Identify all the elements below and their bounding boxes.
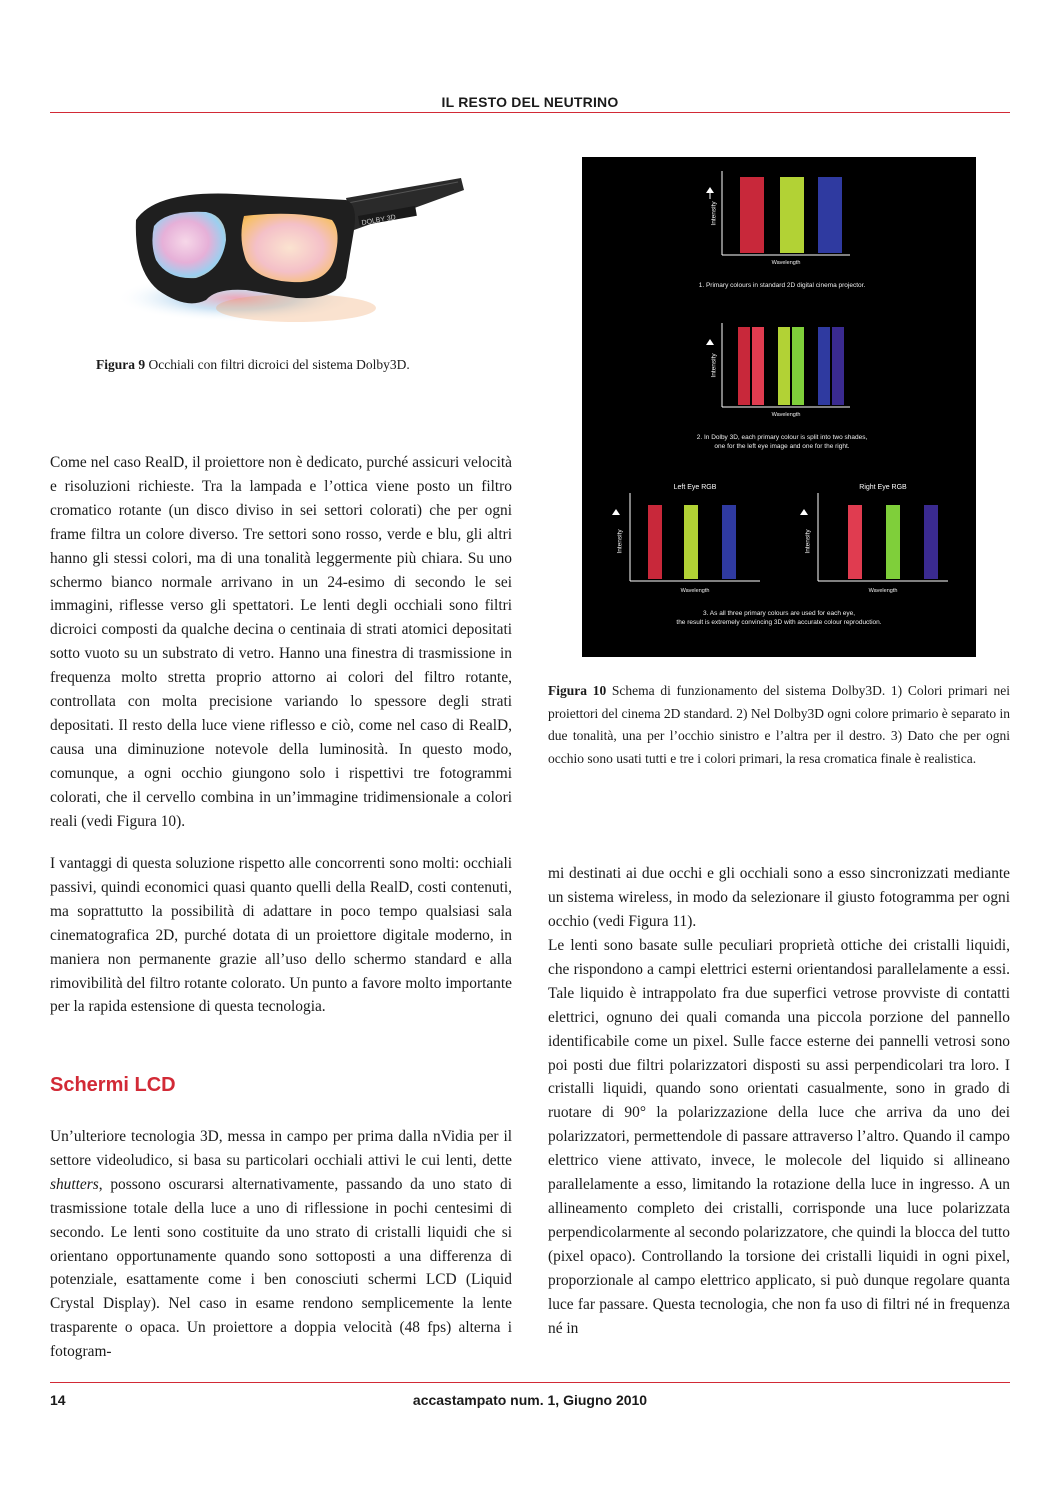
figure10-caption <box>548 680 1010 770</box>
panel3-right-title: Right Eye RGB <box>859 484 907 491</box>
dolby3d-schema-figure <box>582 157 976 657</box>
panel1-note: 1. Primary colours in standard 2D digital cinema projector. <box>698 282 866 289</box>
figure9-caption-text: Occhiali con filtri dicroici del sistema Dolby3D. <box>145 357 410 372</box>
paragraph: Le lenti sono basate sulle peculiari proprietà ottiche dei cristalli liquidi, che rispondono a campi elettrici esterni orientandosi parallelamente a essi. Tale liquido è intrappolato fra due superfici vetrose provviste di contatti elettrici, ognuno dei quali comanda una piccola porzione del pannello identificabile come un pixel. Sulle facce esterne dei pannelli vetrosi sono poi posti due filtri polarizzatori disposti su assi perpendicolari tra loro. I cristalli liquidi, quando sono orientati casualmente, sono in grado di ruotare di 90° la polarizzazione della luce che arriva da uno dei polarizzatori, permettendole di passare attraverso l’altro. Quando il campo elettrico viene attivato, invece, le molecole del liquido si allineano parallelamente a esso, limitando la rotazione della luce in ingresso. A un allineamento completo dei cristalli, corrisponde una luce polarizzata perpendicolarmente al secondo polarizzatore, che quindi la blocca del tutto (pixel opaco). Controllando la torsione dei cristalli liquidi in ogni pixel, proporzionale al campo elettrico applicato, si può dunque regolare quanta luce far passare. Questa tecnologia, che non fa uso di filtri né in frequenza né in <box>548 937 1010 1337</box>
body-paragraph-shutters <box>50 1125 512 1364</box>
page-number: 14 <box>50 1392 66 1408</box>
panel2-y-label: Intensity <box>710 353 718 378</box>
body-paragraph-liquid-crystals <box>548 934 1010 1340</box>
dolby-logo-text: DOLBY 3D <box>361 214 397 227</box>
paragraph <box>50 1125 512 1364</box>
paragraph-text: , possono oscurarsi alternativamente, passando da uno stato di trasmissione totale della luce a uno di riflessione in pochi centesimi di secondo. Le lenti sono costituite da uno strato di cristalli liquidi che si orientano opportunamente quando sono sottoposti a una differenza di potenziale, esattamente come i ben conosciuti schermi LCD (Liquid Crystal Display). Nel caso in esame rendono semplicemente la lente trasparente o opaca. Un proiettore a doppia velocità (48 fps) alterna i fotogram- <box>50 1175 512 1361</box>
header-rule <box>50 112 1010 113</box>
body-paragraph-sync <box>548 862 1010 934</box>
panel2-x-label: Wavelength <box>771 412 801 418</box>
panel3-left-x-label: Wavelength <box>680 588 710 594</box>
figure10-caption-text: Schema di funzionamento del sistema Dolby3D. 1) Colori primari nei proiettori del cinema 2D standard. 2) Nel Dolby3D ogni colore primario è separato in due tonalità, una per l’occhio sinistro e l’altra per il destro. 3) Dato che per ogni occhio sono usati tutti e tre i colori primari, la resa cromatica finale è realistica. <box>548 683 1011 766</box>
panel2-note-line2: one for the left eye image and one for the right. <box>714 443 850 450</box>
paragraph: Come nel caso RealD, il proiettore non è dedicato, purché assicuri velocità e risoluzioni richieste. Tra la lampada e l’ottica viene posto un filtro cromatico rotante (un disco diviso in sei settori colorati) che per ogni frame filtra un colore diverso. Tre settori sono rosso, verde e blu, gli altri hanno gli stessi colori, ma di una tonalità leggermente più chiara. Su uno schermo bianco normale arrivano in un 24-esimo di secondo le sei immagini, riflesse verso gli spettatori. Le lenti degli occhiali sono filtri dicroici composti da qualche decina o centinaia di strati atomici depositati sotto vuoto su un substrato di vetro. Hanno una finestra di trasmissione in frequenza molto stretta proprio attorno ai colori del filtro rotante, controllata con molta precisione variando lo spessore degli strati depositati. Il resto della luce viene riflesso e ciò, come nel caso di RealD, causa una diminuzione notevole della luminosità. In questo modo, comunque, a ogni occhio giungono solo i rispettivi tre fotogrammi colorati, che il cervello combina in un’immagine tridimensionale a colori reali (vedi Figura 10). <box>50 454 512 830</box>
figure9-label: Figura 9 <box>96 357 146 372</box>
running-head: IL RESTO DEL NEUTRINO <box>441 94 619 110</box>
panel1-x-label: Wavelength <box>771 260 801 266</box>
journal-footer: accastampato num. 1, Giugno 2010 <box>412 1392 648 1408</box>
panel3-right-y-label: Intensity <box>804 529 812 554</box>
figure9-caption <box>96 354 496 377</box>
panel2-note-line1: 2. In Dolby 3D, each primary colour is split into two shades, <box>696 434 868 441</box>
panel3-note-line2: the result is extremely convincing 3D with accurate colour reproduction. <box>676 619 882 626</box>
paragraph: mi destinati ai due occhi e gli occhiali sono a esso sincronizzati mediante un sistema wireless, in modo da selezionare il giusto fotogramma per ogni occhio (vedi Figura 11). <box>548 865 1010 930</box>
body-paragraph-realD-comparison <box>50 451 512 834</box>
figure10-label: Figura 10 <box>548 683 607 698</box>
paragraph-text: Un’ulteriore tecnologia 3D, messa in campo per prima dalla nVidia per il settore videoludico, si basa su particolari occhiali attivi le cui lenti, dette <box>50 1128 512 1169</box>
panel1-y-label: Intensity <box>710 201 718 226</box>
panel3-note-line1: 3. As all three primary colours are used for each eye, <box>702 610 856 617</box>
paragraph: I vantaggi di questa soluzione rispetto alle concorrenti sono molti: occhiali passivi, quindi economici quasi quanto quelli della RealD, costi contenuti, ma soprattutto la possibilità di adattare in poco tempo qualsiasi sala cinematografica 2D, purché dotata di un proiettore digitale moderno, in maniera non permanente grazie all’uso dello schermo standard e alla rimovibilità del filtro rotante colorato. Un punto a favore molto importante per la rapida estensione di questa tecnologia. <box>50 855 512 1016</box>
body-paragraph-advantages <box>50 852 512 1019</box>
dolby3d-glasses-image <box>96 160 468 330</box>
emphasis-shutters: shutters <box>50 1175 99 1193</box>
footer-rule <box>50 1382 1010 1383</box>
panel3-left-y-label: Intensity <box>616 529 624 554</box>
panel3-left-title: Left Eye RGB <box>673 484 717 491</box>
panel3-right-x-label: Wavelength <box>868 588 898 594</box>
section-title: Schermi LCD <box>50 1074 176 1096</box>
